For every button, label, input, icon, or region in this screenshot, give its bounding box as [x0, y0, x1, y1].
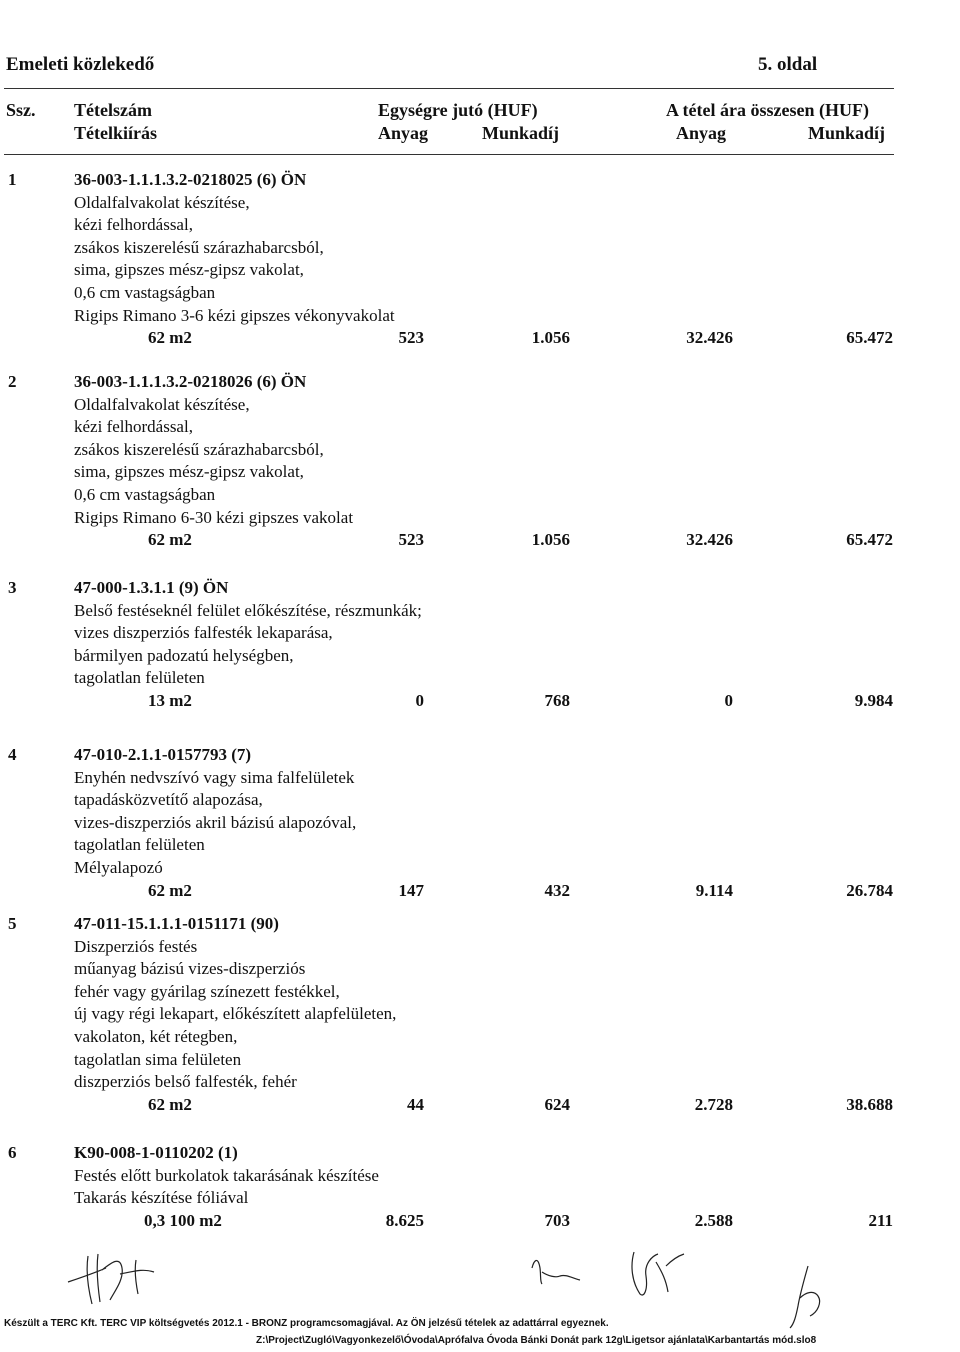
item-description-line: 0,6 cm vastagságban: [74, 283, 216, 302]
item-total-munkadij: 26.784: [846, 880, 893, 900]
item-description-line: zsákos kiszerelésű szárazhabarcsból,: [74, 439, 324, 459]
item-total-anyag: 0: [724, 691, 733, 710]
item-description-line: 0,6 cm vastagságban: [74, 485, 216, 504]
page-number: 5. oldal: [758, 54, 818, 75]
item-unit-munkadij: 432: [544, 880, 570, 900]
item-description-line: fehér vagy gyárilag színezett festékkel,: [74, 981, 340, 1001]
item-unit-munkadij: 624: [544, 1094, 570, 1114]
item-total-anyag: 2.728: [694, 1094, 733, 1114]
item-description-line: Oldalfalvakolat készítése,: [74, 192, 250, 212]
item-quantity: 62 m2: [148, 1094, 192, 1114]
item-total-munkadij: 9.984: [854, 691, 893, 710]
item-unit-anyag: 523: [398, 530, 424, 550]
item-code: K90-008-1-0110202 (1): [74, 1143, 238, 1162]
signature-center: [526, 1250, 606, 1290]
item-description-line: Oldalfalvakolat készítése,: [74, 394, 250, 414]
item-description-line: vizes-diszperziós akril bázisú alapozóval,: [74, 812, 357, 832]
item-total-munkadij: 65.472: [846, 328, 893, 348]
item-description-line: vizes diszperziós falfesték lekaparása,: [74, 623, 333, 643]
col-ssz: Ssz.: [6, 100, 36, 120]
item-unit-munkadij: 768: [544, 691, 570, 710]
item-total-anyag: 32.426: [686, 530, 733, 550]
item-description-line: sima, gipszes mész-gipsz vakolat,: [74, 462, 304, 482]
item-total-munkadij: 211: [868, 1210, 893, 1230]
document-title: Emeleti közlekedő: [6, 54, 155, 75]
item-quantity: 0,3 100 m2: [144, 1210, 222, 1230]
item-quantity: 62 m2: [148, 530, 192, 550]
item-description-line: bármilyen padozatú helységben,: [74, 645, 294, 665]
col-tetelszam: Tételszám: [74, 100, 152, 120]
item-number: 3: [8, 578, 17, 597]
item-unit-anyag: 523: [398, 328, 424, 348]
item-total-anyag: 2.588: [694, 1210, 733, 1230]
item-code: 47-000-1.3.1.1 (9) ÖN: [74, 578, 229, 597]
item-unit-anyag: 44: [407, 1094, 424, 1114]
col-total-anyag: Anyag: [676, 123, 727, 143]
item-description-line: vakolaton, két rétegben,: [74, 1027, 238, 1046]
signature-left: [62, 1248, 182, 1308]
item-description-line: Takarás készítése fóliával: [74, 1188, 249, 1208]
item-description-line: műanyag bázisú vizes-diszperziós: [74, 959, 306, 979]
item-code: 47-010-2.1.1-0157793 (7): [74, 745, 252, 764]
col-tetelkiiras: Tételkiírás: [74, 123, 157, 143]
item-description-line: tagolatlan felületen: [74, 668, 205, 688]
item-unit-anyag: 8.625: [385, 1210, 424, 1230]
item-description-line: Festés előtt burkolatok takarásának készítése: [74, 1165, 379, 1185]
item-description-line: Diszperziós festés: [74, 936, 198, 956]
item-unit-munkadij: 703: [544, 1210, 570, 1230]
col-unit-group: Egységre jutó (HUF): [378, 100, 538, 120]
item-description-line: zsákos kiszerelésű szárazhabarcsból,: [74, 237, 324, 257]
item-description-line: Rigips Rimano 3-6 kézi gipszes vékonyvakolat: [74, 305, 395, 325]
col-total-group: A tétel ára összesen (HUF): [666, 100, 869, 120]
item-quantity: 13 m2: [148, 691, 192, 710]
item-unit-anyag: 147: [398, 880, 424, 900]
header-rule: [4, 88, 894, 89]
item-description-line: tagolatlan sima felületen: [74, 1049, 242, 1069]
item-description-line: tagolatlan felületen: [74, 835, 205, 855]
item-total-anyag: 9.114: [695, 880, 733, 900]
item-total-munkadij: 65.472: [846, 530, 893, 550]
item-description-line: Enyhén nedvszívó vagy sima falfelületek: [74, 767, 355, 787]
signature-right: [778, 1262, 828, 1330]
item-description-line: Belső festéseknél felület előkészítése, részmunkák;: [74, 600, 422, 620]
item-description-line: kézi felhordással,: [74, 215, 193, 235]
item-description-line: Rigips Rimano 6-30 kézi gipszes vakolat: [74, 507, 354, 527]
item-number: 5: [8, 914, 17, 933]
signature-center-2: [622, 1246, 692, 1302]
item-description-line: kézi felhordással,: [74, 417, 193, 437]
item-number: 4: [8, 745, 17, 764]
columns-rule: [4, 154, 894, 155]
item-unit-munkadij: 1.056: [531, 328, 570, 348]
col-unit-munkadij: Munkadíj: [482, 123, 560, 143]
item-quantity: 62 m2: [148, 328, 192, 348]
item-description-line: Mélyalapozó: [74, 858, 163, 877]
item-unit-anyag: 0: [415, 691, 424, 710]
item-total-anyag: 32.426: [686, 328, 733, 348]
col-unit-anyag: Anyag: [378, 123, 429, 143]
footer-line-2: Z:\Project\Zugló\Vagyonkezelő\Óvoda\Aprófalva Óvoda Bánki Donát park 12g\Ligetsor ajánlata\Karbantartás mód.slo8: [256, 1335, 817, 1346]
item-number: 2: [8, 372, 17, 391]
item-number: 6: [8, 1143, 17, 1162]
item-description-line: tapadásközvetítő alapozása,: [74, 790, 263, 810]
item-number: 1: [8, 170, 17, 189]
item-code: 47-011-15.1.1.1-0151171 (90): [74, 914, 279, 933]
item-description-line: diszperziós belső falfesték, fehér: [74, 1072, 297, 1092]
footer-line-1: Készült a TERC Kft. TERC VIP költségvetés 2012.1 - BRONZ programcsomagjával. Az ÖN jelzésű tételek az adattárral egyeznek.: [4, 1318, 609, 1329]
col-total-munkadij: Munkadíj: [808, 123, 886, 143]
item-code: 36-003-1.1.1.3.2-0218026 (6) ÖN: [74, 372, 307, 391]
item-code: 36-003-1.1.1.3.2-0218025 (6) ÖN: [74, 170, 307, 189]
item-description-line: új vagy régi lekapart, előkészített alapfelületen,: [74, 1004, 397, 1024]
item-total-munkadij: 38.688: [846, 1094, 893, 1114]
item-description-line: sima, gipszes mész-gipsz vakolat,: [74, 260, 304, 280]
item-unit-munkadij: 1.056: [531, 530, 570, 550]
item-quantity: 62 m2: [148, 880, 192, 900]
